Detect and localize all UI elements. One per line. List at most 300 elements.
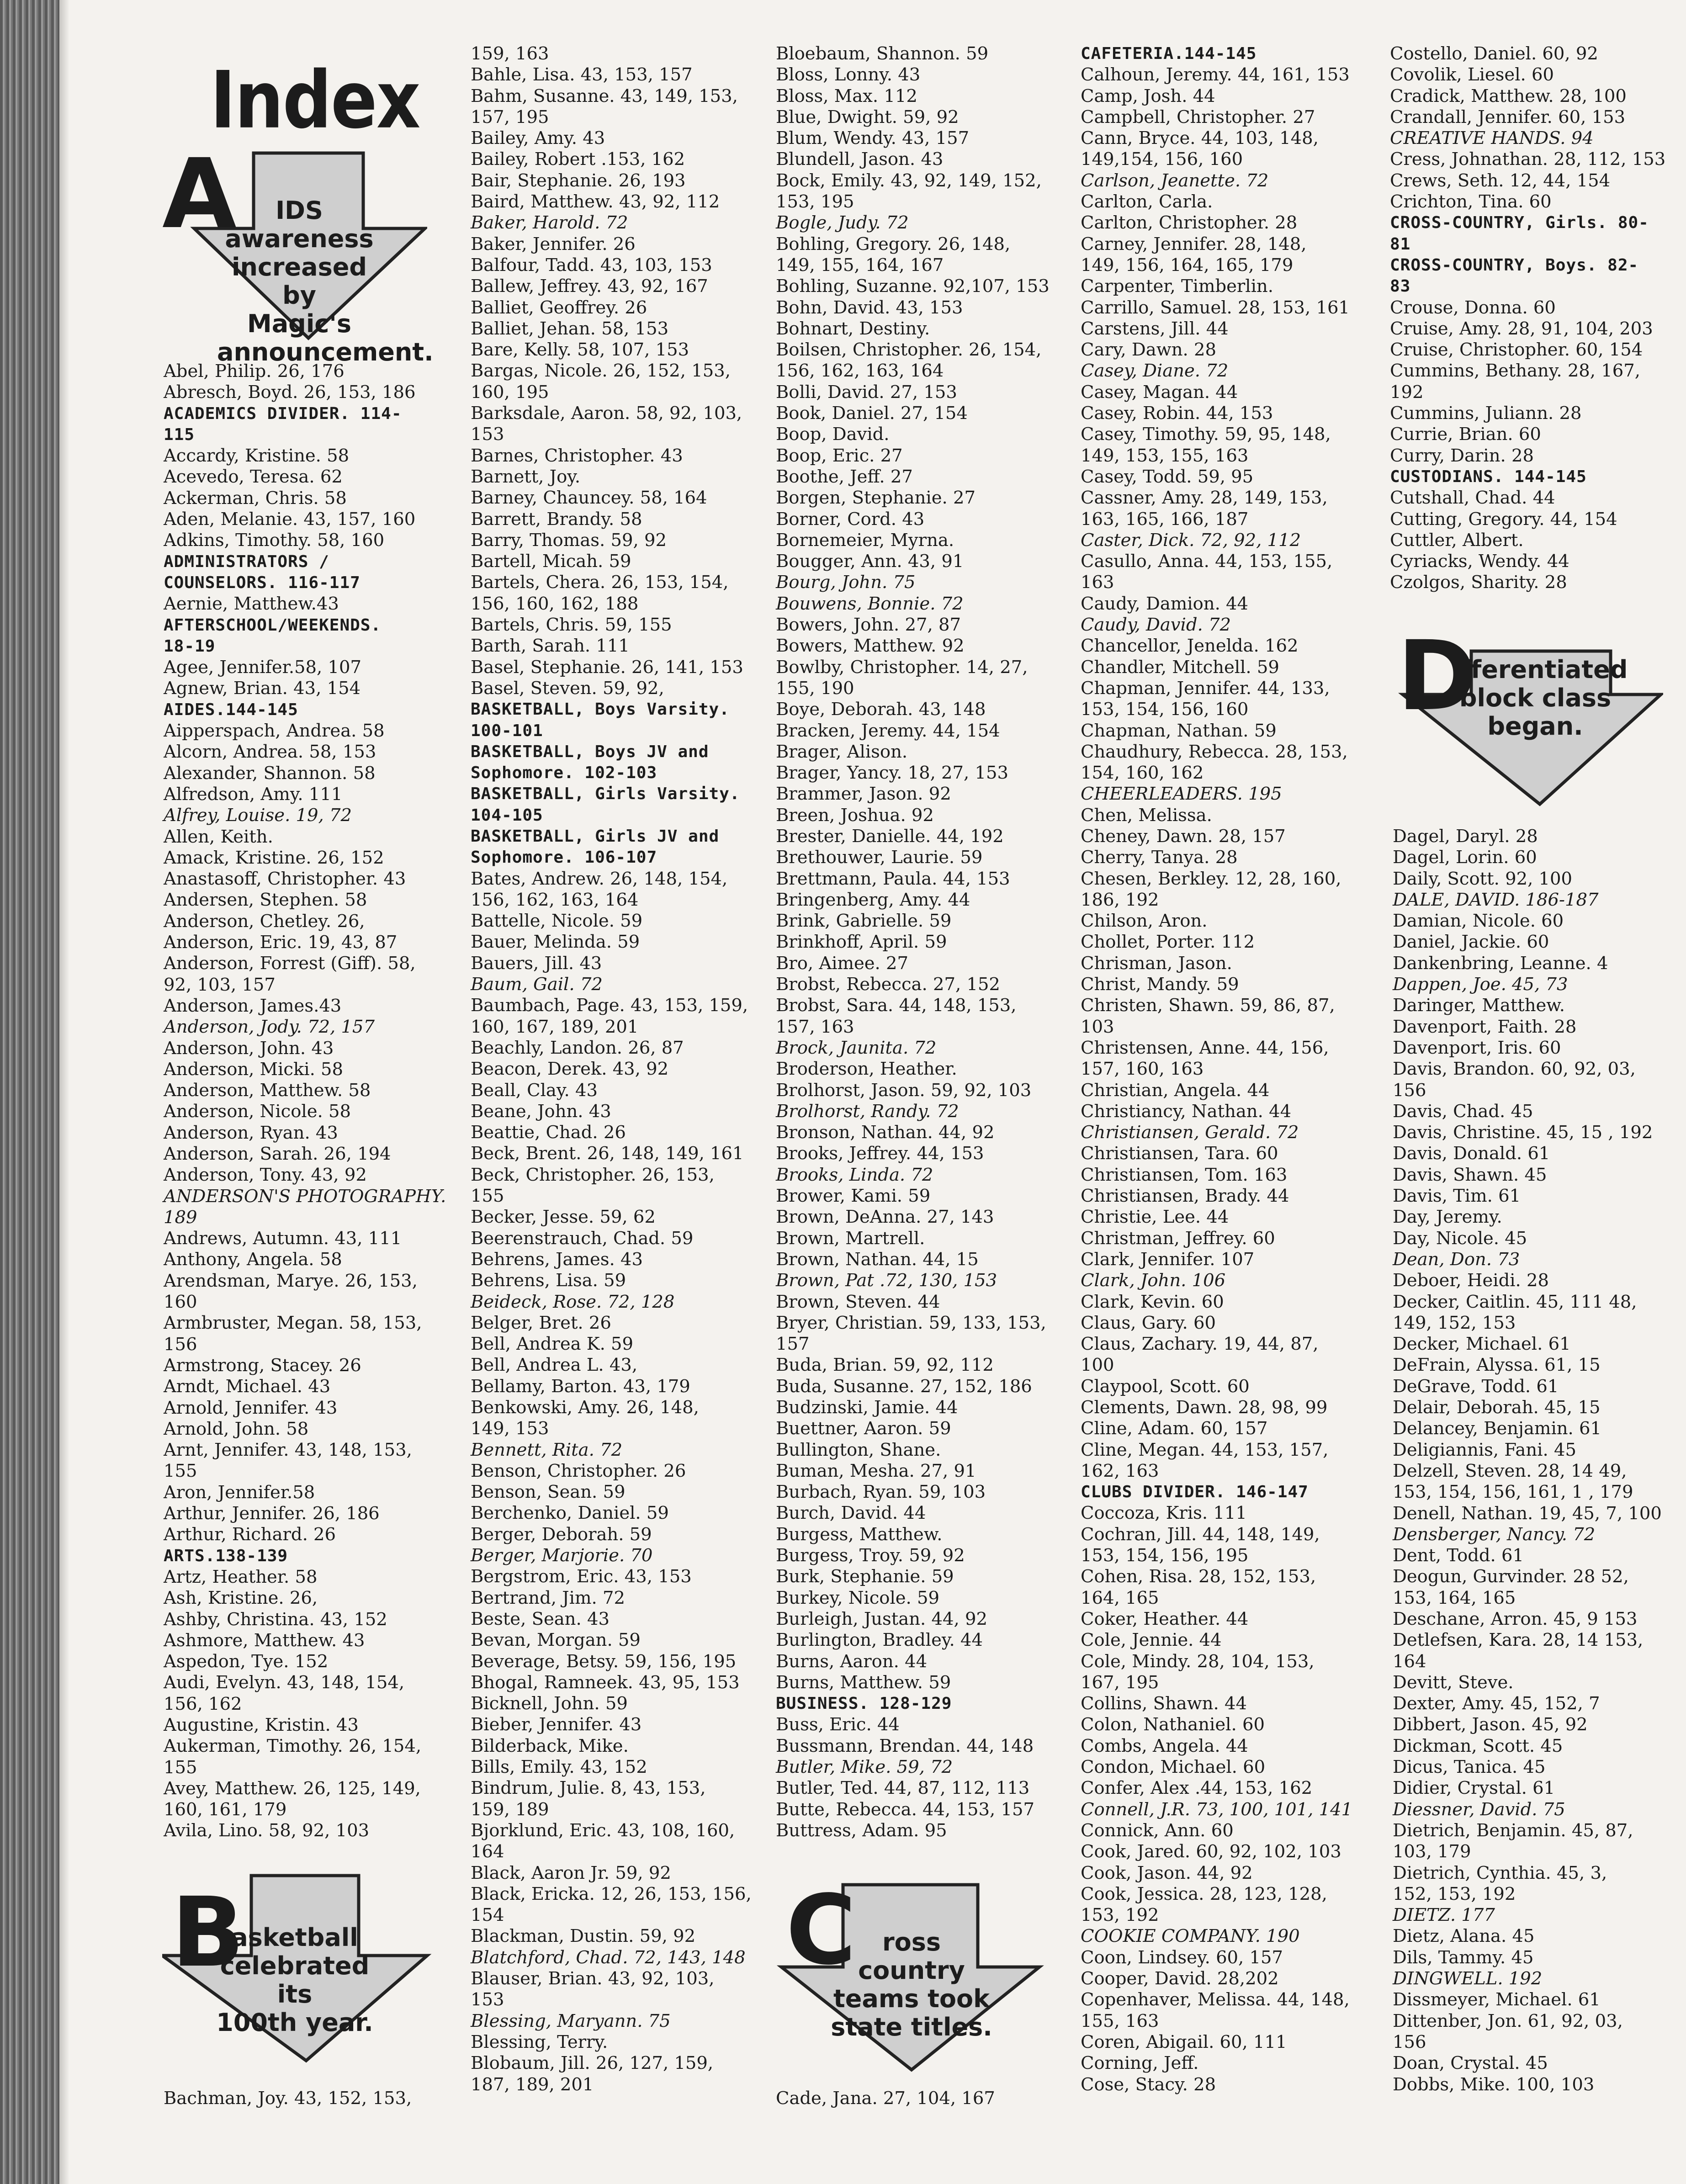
index-entry: 164, 165 (1081, 1587, 1159, 1608)
index-entry: Buman, Mesha. 27, 91 (776, 1460, 976, 1481)
index-entry: Davis, Brandon. 60, 92, 03, (1393, 1059, 1636, 1080)
index-entry: Aspedon, Tye. 152 (164, 1651, 329, 1672)
index-entry: CLUBS DIVIDER. 146-147 (1081, 1483, 1309, 1502)
index-entry: Delair, Deborah. 45, 15 (1393, 1397, 1601, 1418)
index-entry: Brown, Pat .72, 130, 153 (776, 1270, 997, 1291)
index-entry: 149, 153, 155, 163 (1081, 445, 1249, 466)
index-entry: Carlson, Jeanette. 72 (1081, 170, 1269, 191)
index-entry: 104-105 (471, 806, 543, 825)
index-entry: Dicus, Tanica. 45 (1393, 1757, 1546, 1778)
index-entry: Arthur, Jennifer. 26, 186 (164, 1503, 380, 1524)
index-entry: Bohn, David. 43, 153 (776, 297, 963, 318)
index-entry: Blue, Dwight. 59, 92 (776, 106, 959, 127)
index-entry: Boothe, Jeff. 27 (776, 466, 913, 487)
index-entry: Bailey, Robert .153, 162 (471, 149, 685, 170)
index-entry: Butler, Ted. 44, 87, 112, 113 (776, 1778, 1030, 1799)
index-entry: Buda, Brian. 59, 92, 112 (776, 1355, 994, 1376)
index-entry: Carstens, Jill. 44 (1081, 318, 1229, 339)
index-entry: Christian, Angela. 44 (1081, 1080, 1270, 1101)
index-entry: Connick, Ann. 60 (1081, 1820, 1234, 1841)
index-column-c (1081, 43, 1378, 2095)
index-entry: Bock, Emily. 43, 92, 149, 152, (776, 170, 1042, 191)
index-column-b-cont (776, 43, 1073, 1841)
index-entry: Buettner, Aaron. 59 (776, 1418, 951, 1439)
index-entry: Bullington, Shane. (776, 1439, 941, 1460)
index-entry: Chapman, Jennifer. 44, 133, (1081, 678, 1330, 699)
index-entry: Brobst, Rebecca. 27, 152 (776, 974, 1000, 995)
index-entry: Davis, Tim. 61 (1393, 1186, 1521, 1207)
index-entry: Dietrich, Cynthia. 45, 3, (1393, 1862, 1607, 1883)
index-entry: Alfredson, Amy. 111 (164, 784, 343, 805)
index-column-d (1393, 826, 1667, 2095)
index-entry: Butler, Mike. 59, 72 (776, 1757, 953, 1778)
index-entry: Ackerman, Chris. 58 (164, 488, 347, 509)
index-entry: Belger, Bret. 26 (471, 1312, 611, 1333)
index-entry: 156 (1393, 2031, 1426, 2052)
index-entry: Book, Daniel. 27, 154 (776, 403, 968, 424)
index-entry: 153, 192 (1081, 1905, 1159, 1926)
index-entry: Aden, Melanie. 43, 157, 160 (164, 509, 416, 530)
index-entry: Bergstrom, Eric. 43, 153 (471, 1566, 692, 1587)
index-entry: Casey, Timothy. 59, 95, 148, (1081, 424, 1331, 445)
index-entry: Clements, Dawn. 28, 98, 99 (1081, 1397, 1328, 1418)
index-entry: Carrillo, Samuel. 28, 153, 161 (1081, 297, 1350, 318)
index-entry: AFTERSCHOOL/WEEKENDS. (164, 615, 382, 635)
index-entry: Dappen, Joe. 45, 73 (1393, 974, 1568, 995)
index-entry: Balliet, Jehan. 58, 153 (471, 318, 669, 339)
index-entry: Christen, Shawn. 59, 86, 87, (1081, 995, 1335, 1016)
index-entry: Bahm, Susanne. 43, 149, 153, (471, 85, 738, 106)
index-entry: Cose, Stacy. 28 (1081, 2074, 1216, 2095)
index-entry: Cline, Megan. 44, 153, 157, (1081, 1439, 1329, 1460)
index-entry: Chancellor, Jenelda. 162 (1081, 636, 1299, 657)
badge-b (162, 1873, 432, 2065)
index-entry: Bro, Aimee. 27 (776, 953, 909, 974)
index-entry: Beck, Brent. 26, 148, 149, 161 (471, 1143, 744, 1164)
index-entry: Bertrand, Jim. 72 (471, 1587, 625, 1608)
index-entry: Crouse, Donna. 60 (1390, 297, 1556, 318)
index-entry: Cutting, Gregory. 44, 154 (1390, 509, 1617, 530)
index-entry: Cherry, Tanya. 28 (1081, 847, 1238, 868)
index-entry: Cuttler, Albert. (1390, 530, 1524, 551)
index-entry: Carlton, Carla. (1081, 191, 1213, 212)
index-entry: Arthur, Richard. 26 (164, 1524, 336, 1545)
index-entry: Ash, Kristine. 26, (164, 1588, 318, 1609)
index-entry: 152, 153, 192 (1393, 1883, 1516, 1904)
index-entry: Buda, Susanne. 27, 152, 186 (776, 1376, 1032, 1397)
index-entry: Bjorklund, Eric. 43, 108, 160, (471, 1820, 735, 1841)
index-entry: Doan, Crystal. 45 (1393, 2053, 1548, 2074)
index-entry: Brettmann, Paula. 44, 153 (776, 868, 1010, 889)
index-entry: Blatchford, Chad. 72, 143, 148 (471, 1947, 746, 1968)
index-entry: Brager, Alison. (776, 741, 908, 762)
badge-b-line: asketball (231, 1923, 358, 1952)
index-entry: Cradick, Matthew. 28, 100 (1390, 85, 1627, 106)
index-entry: 157, 195 (471, 106, 549, 127)
index-column-b-start (164, 2088, 461, 2109)
index-entry: Andrews, Autumn. 43, 111 (164, 1228, 402, 1249)
index-entry: CROSS-COUNTRY, Boys. 82- (1390, 255, 1639, 275)
index-entry: Bowers, Matthew. 92 (776, 636, 965, 657)
index-entry: BASKETBALL, Girls JV and (471, 827, 720, 846)
index-entry: 149, 152, 153 (1393, 1312, 1516, 1333)
index-entry: AIDES.144-145 (164, 700, 298, 719)
index-entry: 163 (1081, 572, 1114, 593)
index-entry: Bates, Andrew. 26, 148, 154, (471, 868, 728, 889)
index-entry: Claus, Gary. 60 (1081, 1312, 1216, 1333)
index-entry: Cook, Jessica. 28, 123, 128, (1081, 1883, 1327, 1904)
index-entry: Carpenter, Timberlin. (1081, 276, 1273, 297)
index-entry: 81 (1390, 234, 1411, 254)
index-entry: Devitt, Steve. (1393, 1672, 1514, 1693)
index-entry: Boye, Deborah. 43, 148 (776, 699, 986, 720)
index-entry: Carney, Jennifer. 28, 148, (1081, 233, 1307, 254)
index-entry: Cline, Adam. 60, 157 (1081, 1418, 1268, 1439)
index-entry: CHEERLEADERS. 195 (1081, 784, 1282, 805)
index-entry: 100-101 (471, 721, 543, 740)
index-entry: Davis, Chad. 45 (1393, 1101, 1533, 1122)
index-entry: Bevan, Morgan. 59 (471, 1630, 641, 1651)
index-entry: Caudy, Damion. 44 (1081, 593, 1249, 614)
index-entry: Carlton, Christopher. 28 (1081, 212, 1298, 233)
index-entry: Breen, Joshua. 92 (776, 805, 934, 826)
index-entry: Denell, Nathan. 19, 45, 7, 100 (1393, 1503, 1662, 1524)
badge-a-line: Magic's (247, 309, 352, 338)
badge-d-letter: D (1397, 620, 1477, 732)
index-entry: Baker, Harold. 72 (471, 212, 628, 233)
index-entry: Davis, Donald. 61 (1393, 1143, 1550, 1164)
index-entry: Basel, Steven. 59, 92, (471, 678, 664, 699)
index-entry: Claypool, Scott. 60 (1081, 1376, 1250, 1397)
index-entry: DINGWELL. 192 (1393, 1968, 1543, 1989)
index-entry: Curry, Darin. 28 (1390, 445, 1534, 466)
index-entry: Beattie, Chad. 26 (471, 1122, 626, 1143)
index-entry: Dietrich, Benjamin. 45, 87, (1393, 1820, 1633, 1841)
index-entry: Christman, Jeffrey. 60 (1081, 1228, 1275, 1249)
index-entry: Burgess, Matthew. (776, 1524, 943, 1545)
index-entry: Dittenber, Jon. 61, 92, 03, (1393, 2010, 1623, 2031)
index-entry: Decker, Michael. 61 (1393, 1334, 1571, 1355)
index-entry: Christie, Lee. 44 (1081, 1207, 1229, 1228)
index-entry: Blobaum, Jill. 26, 127, 159, (471, 2053, 714, 2074)
index-entry: Budzinski, Jamie. 44 (776, 1397, 958, 1418)
index-entry: Borgen, Stephanie. 27 (776, 488, 976, 509)
index-entry: Condon, Michael. 60 (1081, 1757, 1266, 1778)
index-entry: Beacon, Derek. 43, 92 (471, 1059, 669, 1080)
index-entry: Anderson, Sarah. 26, 194 (164, 1143, 391, 1164)
index-entry: Anderson, Chetley. 26, (164, 911, 365, 932)
index-entry: 155 (164, 1757, 197, 1778)
index-entry: BASKETBALL, Girls Varsity. (471, 785, 740, 804)
index-entry: Dils, Tammy. 45 (1393, 1947, 1534, 1968)
index-entry: Burlington, Bradley. 44 (776, 1630, 983, 1651)
index-entry: Clark, John. 106 (1081, 1270, 1226, 1291)
index-entry: Coker, Heather. 44 (1081, 1608, 1249, 1629)
index-entry: Amack, Kristine. 26, 152 (164, 847, 384, 868)
index-entry: Brown, Nathan. 44, 15 (776, 1249, 979, 1270)
index-entry: Burgess, Troy. 59, 92 (776, 1545, 965, 1566)
badge-c (774, 1874, 1044, 2074)
index-entry: Avey, Matthew. 26, 125, 149, (164, 1778, 421, 1799)
index-entry: Bell, Andrea K. 59 (471, 1334, 634, 1355)
index-entry: Dent, Todd. 61 (1393, 1545, 1524, 1566)
index-entry: Bargas, Nicole. 26, 152, 153, (471, 360, 731, 382)
index-entry: Chrisman, Jason. (1081, 953, 1232, 974)
index-entry: 153, 164, 165 (1393, 1587, 1516, 1608)
index-entry: 160, 161, 179 (164, 1799, 287, 1820)
index-entry: Crichton, Tina. 60 (1390, 191, 1552, 212)
index-entry: Anderson, Micki. 58 (164, 1059, 344, 1080)
index-entry: Cann, Bryce. 44, 103, 148, (1081, 128, 1319, 149)
index-entry: Agee, Jennifer.58, 107 (164, 657, 362, 678)
index-entry: Ashby, Christina. 43, 152 (164, 1609, 387, 1630)
index-entry: 92, 103, 157 (164, 974, 276, 995)
index-entry: Andersen, Stephen. 58 (164, 890, 367, 911)
badge-a-line: IDS awareness (225, 196, 374, 253)
index-entry: 187, 189, 201 (471, 2074, 594, 2095)
index-entry: Beverage, Betsy. 59, 156, 195 (471, 1651, 737, 1672)
index-entry: Cook, Jared. 60, 92, 102, 103 (1081, 1841, 1341, 1862)
index-entry: 155, 190 (776, 678, 854, 699)
index-entry: Cochran, Jill. 44, 148, 149, (1081, 1524, 1320, 1545)
index-entry: Avila, Lino. 58, 92, 103 (164, 1820, 370, 1841)
index-entry: Armstrong, Stacey. 26 (164, 1355, 361, 1376)
index-entry: Bouwens, Bonnie. 72 (776, 593, 964, 614)
index-entry: CUSTODIANS. 144-145 (1390, 467, 1587, 486)
index-entry: Copenhaver, Melissa. 44, 148, (1081, 1989, 1350, 2010)
index-entry: Barney, Chauncey. 58, 164 (471, 488, 707, 509)
index-entry: Burns, Matthew. 59 (776, 1672, 951, 1693)
index-entry: Dexter, Amy. 45, 152, 7 (1393, 1693, 1600, 1714)
index-entry: Blum, Wendy. 43, 157 (776, 128, 970, 149)
index-entry: Anderson, Nicole. 58 (164, 1101, 351, 1122)
index-entry: Burkey, Nicole. 59 (776, 1587, 940, 1608)
index-entry: Connell, J.R. 73, 100, 101, 141 (1081, 1799, 1353, 1820)
index-entry: Day, Jeremy. (1393, 1207, 1502, 1228)
index-entry: Bougger, Ann. 43, 91 (776, 551, 964, 572)
index-entry: Anastasoff, Christopher. 43 (164, 869, 406, 890)
index-entry: Bussmann, Brendan. 44, 148 (776, 1735, 1034, 1756)
index-entry: Buss, Eric. 44 (776, 1714, 900, 1735)
index-entry: Coren, Abigail. 60, 111 (1081, 2031, 1287, 2052)
index-entry: 157 (776, 1334, 810, 1355)
index-entry: Sophomore. 106-107 (471, 848, 657, 867)
index-entry: Decker, Caitlin. 45, 111 48, (1393, 1291, 1637, 1312)
index-entry: Beerenstrauch, Chad. 59 (471, 1228, 694, 1249)
index-entry: Crews, Seth. 12, 44, 154 (1390, 170, 1611, 191)
index-entry: Christ, Mandy. 59 (1081, 974, 1239, 995)
index-entry: Christiansen, Tara. 60 (1081, 1143, 1278, 1164)
index-entry: Butte, Rebecca. 44, 153, 157 (776, 1799, 1034, 1820)
badge-a-letter: A (162, 138, 237, 250)
index-entry: 154 (471, 1905, 504, 1926)
index-entry: Delancey, Benjamin. 61 (1393, 1418, 1602, 1439)
index-entry: Audi, Evelyn. 43, 148, 154, (164, 1672, 405, 1693)
index-entry: ANDERSON'S PHOTOGRAPHY. (164, 1186, 446, 1207)
index-entry: CAFETERIA.144-145 (1081, 44, 1257, 63)
index-entry: Caster, Dick. 72, 92, 112 (1081, 530, 1301, 551)
index-entry: Artz, Heather. 58 (164, 1566, 318, 1587)
index-entry: Bolli, David. 27, 153 (776, 382, 957, 403)
index-entry: Arndt, Michael. 43 (164, 1376, 331, 1397)
index-entry: 157, 163 (776, 1016, 854, 1037)
index-entry: Chandler, Mitchell. 59 (1081, 657, 1279, 678)
index-entry: Cheney, Dawn. 28, 157 (1081, 826, 1286, 847)
index-entry: Bell, Andrea L. 43, (471, 1355, 638, 1376)
index-entry: DeGrave, Todd. 61 (1393, 1376, 1559, 1397)
index-entry: Ashmore, Matthew. 43 (164, 1630, 365, 1651)
page-gutter (59, 0, 69, 2184)
index-entry: Beste, Sean. 43 (471, 1608, 610, 1629)
index-entry: CREATIVE HANDS. 94 (1390, 128, 1594, 149)
index-entry: Campbell, Christopher. 27 (1081, 106, 1315, 127)
index-entry: Burch, David. 44 (776, 1503, 926, 1524)
index-entry: Arnold, John. 58 (164, 1418, 309, 1439)
badge-a-line: increased by (231, 253, 367, 310)
index-entry: 154, 160, 162 (1081, 763, 1204, 784)
index-entry: Deschane, Arron. 45, 9 153 (1393, 1608, 1638, 1629)
index-entry: Casey, Diane. 72 (1081, 360, 1229, 382)
index-entry: Deogun, Gurvinder. 28 52, (1393, 1566, 1629, 1587)
index-entry: Bohling, Gregory. 26, 148, (776, 233, 1011, 254)
index-entry: Alcorn, Andrea. 58, 153 (164, 742, 376, 763)
index-entry: Bowers, John. 27, 87 (776, 615, 961, 636)
index-entry: 162, 163 (1081, 1460, 1159, 1481)
badge-c-letter: C (786, 1874, 857, 1986)
badge-b-line: celebrated its (220, 1951, 370, 2009)
index-entry: Abresch, Boyd. 26, 153, 186 (164, 382, 416, 403)
index-entry: Cary, Dawn. 28 (1081, 339, 1216, 360)
index-entry: 153, 154, 156, 161, 1 , 179 (1393, 1482, 1633, 1503)
index-entry: Corning, Jeff. (1081, 2053, 1199, 2074)
index-entry: Cooper, David. 28,202 (1081, 1968, 1279, 1989)
index-entry: Christiansen, Tom. 163 (1081, 1164, 1288, 1185)
index-entry: Dickman, Scott. 45 (1393, 1735, 1563, 1756)
index-entry: Cummins, Juliann. 28 (1390, 403, 1582, 424)
index-entry: Alfrey, Louise. 19, 72 (164, 805, 352, 826)
index-entry: 160 (164, 1292, 197, 1313)
index-entry: Brinkhoff, April. 59 (776, 932, 947, 953)
index-entry: Christiansen, Brady. 44 (1081, 1186, 1289, 1207)
index-entry: Czolgos, Sharity. 28 (1390, 572, 1567, 593)
index-entry: Day, Nicole. 45 (1393, 1228, 1527, 1249)
index-entry: Didier, Crystal. 61 (1393, 1778, 1555, 1799)
index-entry: Beane, John. 43 (471, 1101, 611, 1122)
index-entry: Anthony, Angela. 58 (164, 1249, 342, 1270)
index-entry: Baird, Matthew. 43, 92, 112 (471, 191, 720, 212)
index-column-a (164, 361, 461, 1842)
index-entry: 83 (1390, 277, 1411, 296)
index-entry: Burns, Aaron. 44 (776, 1651, 928, 1672)
index-entry: Colon, Nathaniel. 60 (1081, 1714, 1265, 1735)
index-entry: 149, 156, 164, 165, 179 (1081, 254, 1294, 276)
index-entry: Densberger, Nancy. 72 (1393, 1524, 1596, 1545)
index-entry: 100 (1081, 1355, 1114, 1376)
index-entry: 149,154, 156, 160 (1081, 149, 1243, 170)
index-entry: 167, 195 (1081, 1672, 1159, 1693)
index-entry: Bieber, Jennifer. 43 (471, 1714, 642, 1735)
index-entry: 192 (1390, 382, 1424, 403)
index-entry: 153, 195 (776, 191, 854, 212)
index-entry: Bloss, Lonny. 43 (776, 64, 921, 85)
index-entry: 156 (164, 1334, 197, 1355)
index-entry: BASKETBALL, Boys JV and (471, 742, 709, 761)
index-entry: Costello, Daniel. 60, 92 (1390, 43, 1598, 64)
badge-d-caption (1453, 655, 1628, 741)
index-entry: Daringer, Matthew. (1393, 995, 1565, 1016)
index-entry: Black, Aaron Jr. 59, 92 (471, 1862, 671, 1883)
index-entry: Chollet, Porter. 112 (1081, 932, 1255, 953)
index-entry: 103, 179 (1393, 1841, 1471, 1862)
index-entry: Beideck, Rose. 72, 128 (471, 1291, 675, 1312)
book-spine (0, 0, 59, 2184)
index-entry: Cassner, Amy. 28, 149, 153, (1081, 488, 1328, 509)
index-entry: Baum, Gail. 72 (471, 974, 603, 995)
index-entry: 156, 162 (164, 1693, 242, 1714)
index-entry: Barnes, Christopher. 43 (471, 445, 683, 466)
index-column-c-cont (1390, 43, 1669, 594)
index-entry: Cyriacks, Wendy. 44 (1390, 551, 1569, 572)
index-entry: Brooks, Jeffrey. 44, 153 (776, 1143, 984, 1164)
index-entry: 155, 163 (1081, 2010, 1159, 2031)
index-entry: Anderson, Eric. 19, 43, 87 (164, 932, 398, 953)
index-entry: 155 (164, 1461, 197, 1482)
index-entry: ARTS.138-139 (164, 1546, 288, 1565)
index-entry: Bourg, John. 75 (776, 572, 916, 593)
badge-d-line: began. (1487, 712, 1583, 741)
index-entry: Chesen, Berkley. 12, 28, 160, (1081, 868, 1341, 889)
index-entry: Bilderback, Mike. (471, 1735, 629, 1756)
index-entry: Delzell, Steven. 28, 14 49, (1393, 1460, 1627, 1481)
index-entry: Brester, Danielle. 44, 192 (776, 826, 1004, 847)
index-entry: Bartels, Chris. 59, 155 (471, 615, 672, 636)
index-entry: Chaudhury, Rebecca. 28, 153, (1081, 741, 1348, 762)
index-entry: Dissmeyer, Michael. 61 (1393, 1989, 1601, 2010)
index-entry: Behrens, James. 43 (471, 1249, 643, 1270)
page-title: Index (210, 55, 420, 147)
index-entry: Cohen, Risa. 28, 152, 153, (1081, 1566, 1316, 1587)
index-entry: Detlefsen, Kara. 28, 14 153, (1393, 1630, 1644, 1651)
index-entry: Brock, Jaunita. 72 (776, 1037, 937, 1058)
index-entry: Bair, Stephanie. 26, 193 (471, 170, 686, 191)
index-entry: Bennett, Rita. 72 (471, 1439, 623, 1460)
index-column-b (471, 43, 768, 2095)
badge-c-line: ross country (858, 1928, 965, 1985)
index-entry: Behrens, Lisa. 59 (471, 1270, 626, 1291)
index-entry: Boop, David. (776, 424, 890, 445)
index-entry: Aron, Jennifer.58 (164, 1482, 315, 1503)
index-entry: Cress, Johnathan. 28, 112, 153 (1390, 149, 1666, 170)
index-entry: Anderson, Ryan. 43 (164, 1122, 338, 1143)
index-entry: Davis, Christine. 45, 15 , 192 (1393, 1122, 1653, 1143)
index-entry: Chilson, Aron. (1081, 911, 1208, 932)
badge-c-line: state titles. (831, 2013, 992, 2041)
index-entry: Bills, Emily. 43, 152 (471, 1757, 647, 1778)
index-entry: Baker, Jennifer. 26 (471, 233, 636, 254)
index-entry: Cade, Jana. 27, 104, 167 (776, 2088, 995, 2109)
index-entry: Bauers, Jill. 43 (471, 953, 602, 974)
index-entry: Damian, Nicole. 60 (1393, 911, 1564, 932)
index-entry: Davenport, Faith. 28 (1393, 1016, 1577, 1037)
index-entry: Benson, Sean. 59 (471, 1482, 626, 1503)
index-entry: Barth, Sarah. 111 (471, 636, 630, 657)
badge-c-caption (829, 1928, 994, 2041)
index-entry: Coccoza, Kris. 111 (1081, 1503, 1247, 1524)
index-entry: Christiancy, Nathan. 44 (1081, 1101, 1292, 1122)
index-entry: DIETZ. 177 (1393, 1905, 1495, 1926)
index-entry: Blessing, Maryann. 75 (471, 2010, 671, 2031)
index-entry: 156 (1393, 1080, 1426, 1101)
